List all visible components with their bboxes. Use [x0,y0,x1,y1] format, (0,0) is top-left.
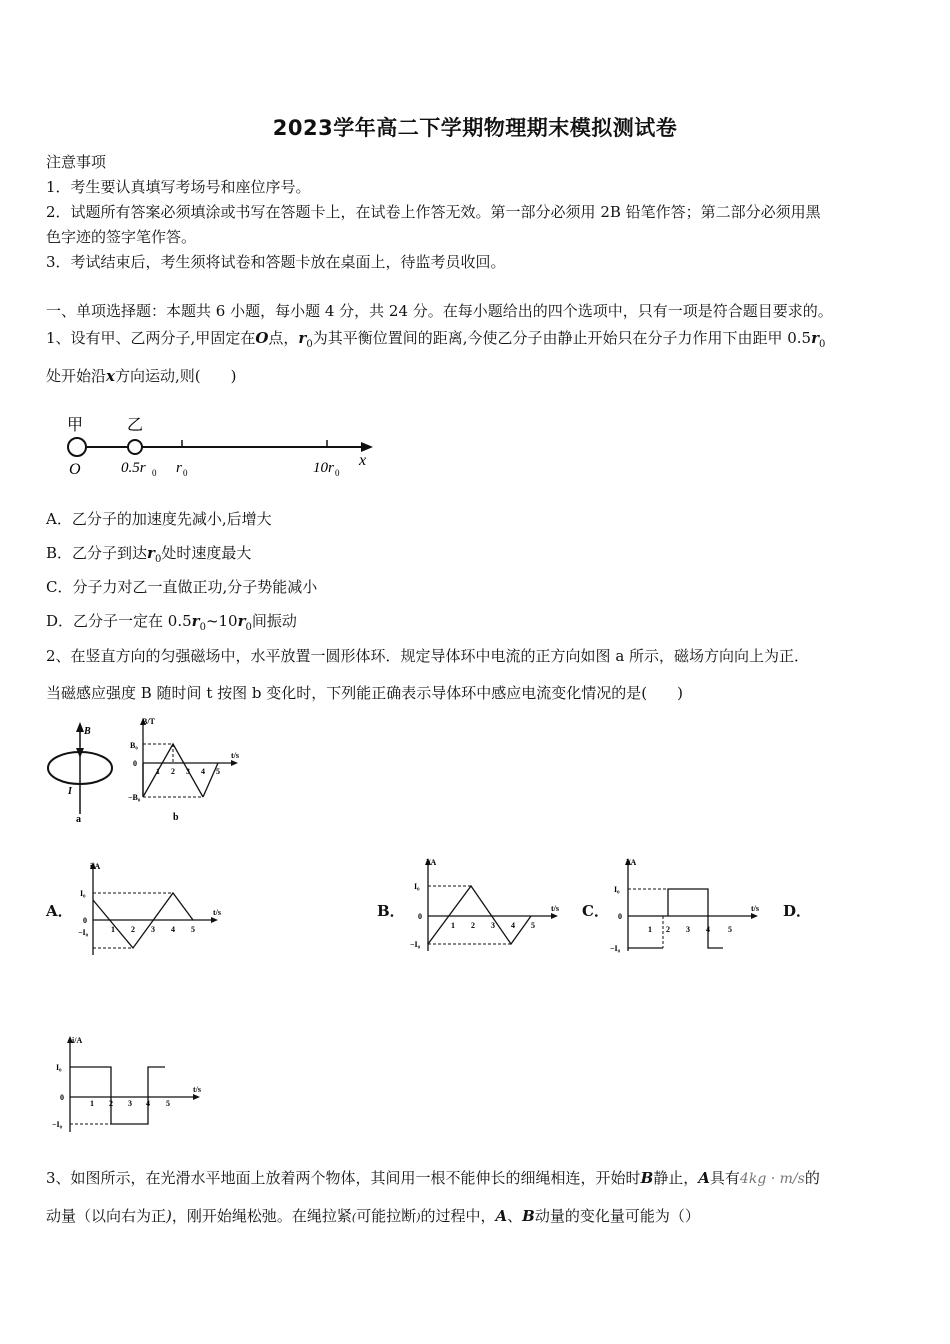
q3-stem-line1: 3、如图所示，在光滑水平地面上放着两个物体，其间用一根不能伸长的细绳相连，开始时B静止，A具有4kg · m/s的 [46,1169,820,1187]
svg-text:t/s: t/s [193,1085,201,1094]
svg-text:i/A: i/A [72,1036,83,1045]
svg-text:5: 5 [191,925,195,934]
svg-text:I₀: I₀ [80,889,86,898]
svg-text:i/A: i/A [426,858,437,867]
svg-text:3: 3 [686,925,690,934]
q1-stem-line1: 1、设有甲、乙两分子,甲固定在O点，$r_0$为其平衡位置间的距离,今使乙分子由静止开始只在分子力作用下由距甲 $0.5r_0$ [46,329,826,350]
q2-option-b[interactable]: B． [377,902,405,920]
svg-text:5: 5 [216,767,220,776]
svg-text:1: 1 [451,921,455,930]
svg-text:B/T: B/T [142,717,155,726]
q2-graph-b [408,856,568,961]
svg-text:0: 0 [83,916,87,925]
notice-item: 1．考生要认真填写考场号和座位序号。 [46,178,311,196]
svg-text:2: 2 [471,921,475,930]
svg-text:2: 2 [171,767,175,776]
fig-a-label: a [76,814,81,825]
svg-text:1: 1 [90,1099,94,1108]
notice-item: 3．考试结束后，考生须将试卷和答题卡放在桌面上，待监考员收回。 [46,253,506,271]
q1-option-a[interactable]: A．乙分子的加速度先减小,后增大 [46,510,272,528]
q1-stem-line2: 处开始沿x方向运动,则( ) [46,367,237,385]
svg-text:2: 2 [109,1099,113,1108]
svg-text:I₀: I₀ [56,1063,62,1072]
q2-option-a[interactable]: A． [46,902,73,920]
tick-sub: 0 [152,468,157,478]
svg-text:t/s: t/s [751,904,759,913]
momentum-value: 4kg · m/s [739,1171,805,1187]
q1-option-c[interactable]: C．分子力对乙一直做正功,分子势能减小 [46,578,318,596]
page-title: 2023学年高二下学期物理期末模拟测试卷 [272,116,678,140]
label-yi: 乙 [127,417,144,434]
svg-text:4: 4 [706,925,710,934]
svg-text:2: 2 [666,925,670,934]
q2-option-c[interactable]: C． [582,902,609,920]
section-header: 一、单项选择题：本题共 6 小题，每小题 4 分，共 24 分。在每小题给出的四个选项中，只有一项是符合题目要求的。 [46,302,833,320]
svg-text:B₀: B₀ [130,741,138,750]
label-jia: 甲 [67,417,84,434]
svg-text:5: 5 [728,925,732,934]
q2-graph-a [78,860,228,965]
tick-10r0: 10r [313,460,334,476]
svg-text:I₀: I₀ [414,882,420,891]
q2-figure-b [128,716,248,826]
fig-b-label: b [173,812,179,823]
q2-option-d[interactable]: D． [783,902,812,920]
svg-text:3: 3 [491,921,495,930]
axis-x: x [359,452,367,469]
tick-sub: 0 [183,468,188,478]
svg-text:−I₀: −I₀ [78,928,89,937]
svg-text:4: 4 [201,767,205,776]
svg-text:t/s: t/s [551,904,559,913]
svg-text:4: 4 [511,921,515,930]
svg-text:t/s: t/s [231,751,239,760]
svg-text:0: 0 [618,912,622,921]
svg-text:t/s: t/s [213,908,221,917]
molecule-yi [128,440,142,454]
q2-stem-line1: 2、在竖直方向的匀强磁场中，水平放置一圆形体环．规定导体环中电流的正方向如图 a 所示，磁场方向向上为正． [46,647,810,665]
svg-text:−I₀: −I₀ [610,944,621,953]
q2-stem-line2: 当磁感应强度 B 随时间 t 按图 b 变化时，下列能正确表示导体环中感应电流变化情况的是( ) [46,684,683,702]
svg-text:4: 4 [171,925,175,934]
svg-text:4: 4 [146,1099,150,1108]
q1-figure [55,412,385,482]
svg-text:i/A: i/A [90,862,101,871]
svg-text:i/A: i/A [626,858,637,867]
notice-item: 色字迹的签字笔作答。 [46,228,197,246]
tick-r0: r [176,460,182,476]
svg-text:5: 5 [166,1099,170,1108]
molecule-jia [68,438,86,456]
notice-item: 2．试题所有答案必须填涂或书写在答题卡上，在试卷上作答无效。第一部分必须用 2B 铅笔作答；第二部分必须用黑 [46,203,821,221]
svg-text:I: I [68,786,72,797]
svg-text:0: 0 [133,759,137,768]
svg-text:3: 3 [151,925,155,934]
q2-graph-c [608,856,768,961]
svg-text:−B₀: −B₀ [128,793,141,802]
q1-option-b[interactable]: B．乙分子到达$r_0$处时速度最大 [46,544,252,565]
svg-text:2: 2 [131,925,135,934]
svg-text:3: 3 [186,767,190,776]
svg-text:3: 3 [128,1099,132,1108]
svg-text:B: B [84,726,91,737]
notice-heading: 注意事项 [46,153,107,171]
svg-text:5: 5 [531,921,535,930]
svg-text:−I₀: −I₀ [52,1120,63,1129]
tick-sub: 0 [335,468,340,478]
svg-text:0: 0 [418,912,422,921]
tick-05r0: 0.5r [121,460,146,476]
svg-text:I₀: I₀ [614,885,620,894]
q3-stem-line2: 动量（以向右为正)，刚开始绳松弛。在绳拉紧(可能拉断)的过程中，A、B动量的变化量可能为（） [46,1207,700,1225]
q2-graph-d [50,1034,210,1139]
svg-text:−I₀: −I₀ [410,940,421,949]
q2-figure-a [40,718,130,828]
svg-text:1: 1 [111,925,115,934]
tick-O: O [69,461,81,478]
q1-option-d[interactable]: D．乙分子一定在 $0.5r_0\sim 10r_0$间振动 [46,612,297,633]
svg-text:1: 1 [648,925,652,934]
svg-text:0: 0 [60,1093,64,1102]
svg-text:1: 1 [156,767,160,776]
